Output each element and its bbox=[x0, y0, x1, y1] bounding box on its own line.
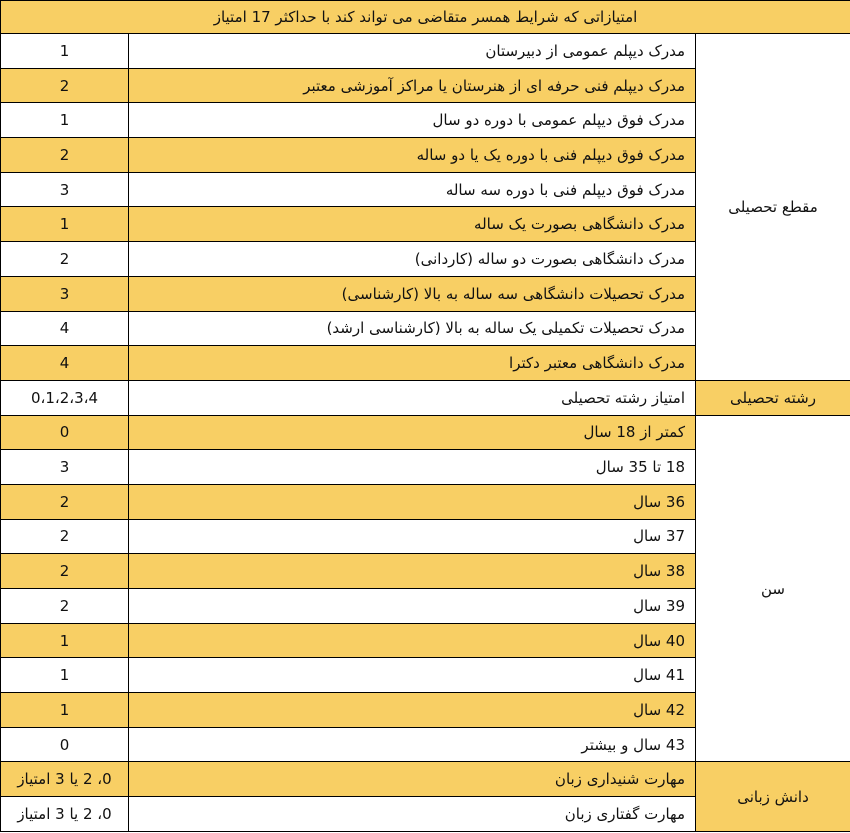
score-cell: 1 bbox=[1, 693, 129, 728]
item-cell: 41 سال bbox=[129, 658, 696, 693]
table-row bbox=[1, 380, 850, 415]
table-row bbox=[1, 762, 850, 797]
item-cell: 36 سال bbox=[129, 484, 696, 519]
score-cell: 0، 2 یا 3 امتیاز bbox=[1, 762, 129, 797]
score-cell: 2 bbox=[1, 484, 129, 519]
score-cell: 1 bbox=[1, 658, 129, 693]
item-cell: مدرک دیپلم عمومی از دبیرستان bbox=[129, 34, 696, 69]
header-row bbox=[1, 1, 850, 34]
item-cell: مدرک دانشگاهی بصورت دو ساله (کاردانی) bbox=[129, 242, 696, 277]
score-cell: 2 bbox=[1, 554, 129, 589]
item-cell: 37 سال bbox=[129, 519, 696, 554]
score-cell: 0 bbox=[1, 727, 129, 762]
table-row bbox=[1, 415, 850, 450]
age-category-cell: سن bbox=[696, 415, 850, 762]
table-title: امتیازاتی که شرایط همسر متقاضی می تواند کند با حداکثر 17 امتیاز bbox=[1, 1, 850, 34]
score-cell: 3 bbox=[1, 276, 129, 311]
score-cell: 4 bbox=[1, 346, 129, 381]
field-category-cell: رشته تحصیلی bbox=[696, 380, 850, 415]
item-cell: 38 سال bbox=[129, 554, 696, 589]
score-cell: 3 bbox=[1, 450, 129, 485]
table-row bbox=[1, 34, 850, 69]
score-cell: 1 bbox=[1, 623, 129, 658]
item-cell: مدرک دانشگاهی بصورت یک ساله bbox=[129, 207, 696, 242]
score-cell: 0 bbox=[1, 415, 129, 450]
item-cell: امتیاز رشته تحصیلی bbox=[129, 380, 696, 415]
item-cell: مهارت گفتاری زبان bbox=[129, 797, 696, 832]
score-cell: 1 bbox=[1, 34, 129, 69]
score-cell: 0، 2 یا 3 امتیاز bbox=[1, 797, 129, 832]
score-cell: 1 bbox=[1, 103, 129, 138]
score-cell: 2 bbox=[1, 138, 129, 173]
item-cell: 43 سال و بیشتر bbox=[129, 727, 696, 762]
score-cell: 2 bbox=[1, 68, 129, 103]
item-cell: 42 سال bbox=[129, 693, 696, 728]
language-category-cell: دانش زبانی bbox=[696, 762, 850, 831]
item-cell: مهارت شنیداری زبان bbox=[129, 762, 696, 797]
score-cell: 2 bbox=[1, 519, 129, 554]
score-cell: 4 bbox=[1, 311, 129, 346]
score-cell: 0،1،2،3،4 bbox=[1, 380, 129, 415]
score-cell: 2 bbox=[1, 242, 129, 277]
education-category-cell: مقطع تحصیلی bbox=[696, 34, 850, 381]
item-cell: مدرک تحصیلات تکمیلی یک ساله به بالا (کارشناسی ارشد) bbox=[129, 311, 696, 346]
item-cell: مدرک فوق دیپلم عمومی با دوره دو سال bbox=[129, 103, 696, 138]
item-cell: کمتر از 18 سال bbox=[129, 415, 696, 450]
item-cell: 18 تا 35 سال bbox=[129, 450, 696, 485]
score-cell: 1 bbox=[1, 207, 129, 242]
item-cell: مدرک تحصیلات دانشگاهی سه ساله به بالا (کارشناسی) bbox=[129, 276, 696, 311]
item-cell: مدرک دانشگاهی معتبر دکترا bbox=[129, 346, 696, 381]
item-cell: 39 سال bbox=[129, 589, 696, 624]
score-cell: 2 bbox=[1, 589, 129, 624]
score-cell: 3 bbox=[1, 172, 129, 207]
item-cell: مدرک فوق دیپلم فنی با دوره یک یا دو ساله bbox=[129, 138, 696, 173]
item-cell: 40 سال bbox=[129, 623, 696, 658]
item-cell: مدرک دیپلم فنی حرفه ای از هنرستان یا مراکز آموزشی معتبر bbox=[129, 68, 696, 103]
item-cell: مدرک فوق دیپلم فنی با دوره سه ساله bbox=[129, 172, 696, 207]
